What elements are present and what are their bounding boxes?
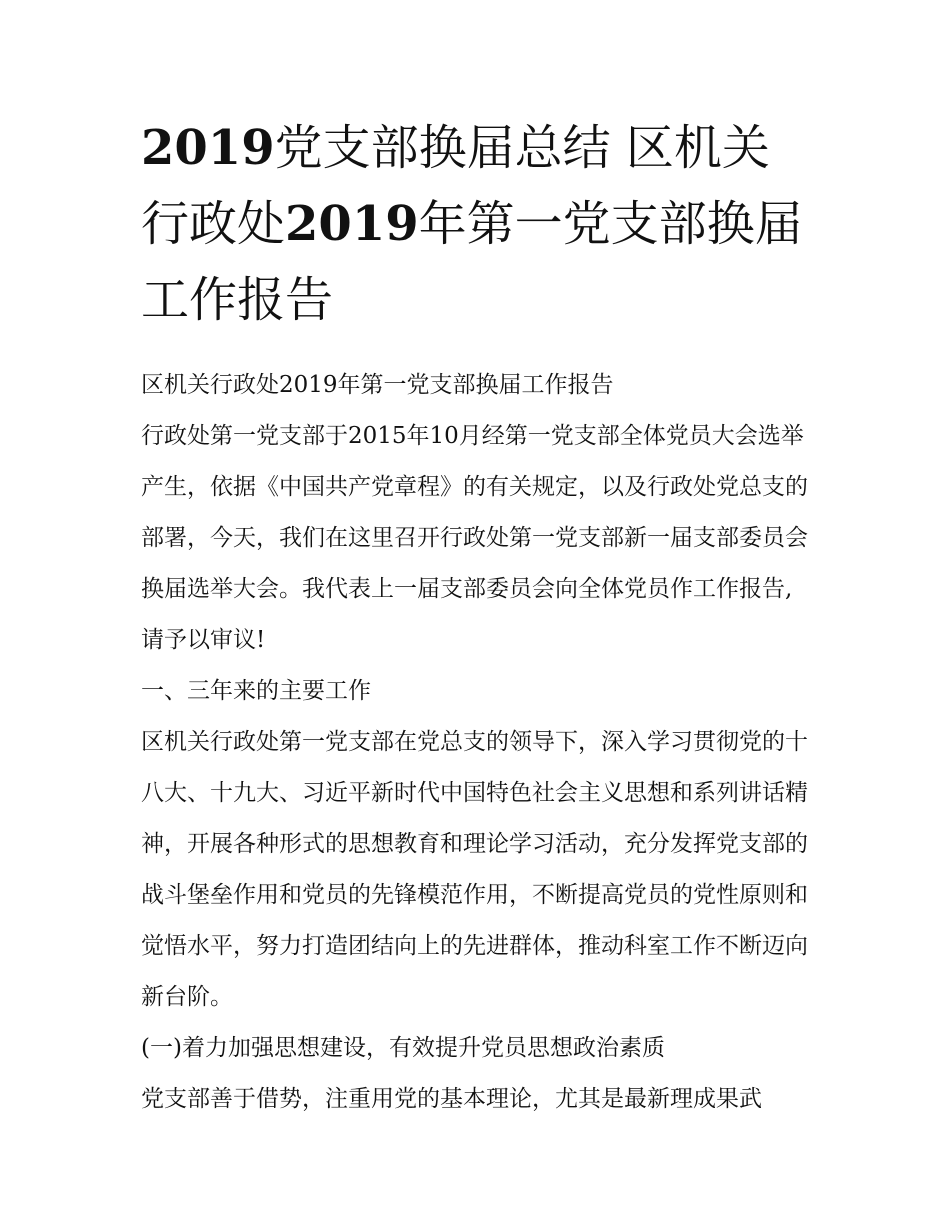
title-part: 年第一党支部换届工作报告 <box>141 196 803 328</box>
title-part: 党支部换届总结 区机关行政处 <box>141 120 770 252</box>
section-heading: 一、三年来的主要工作 <box>141 678 371 704</box>
subtitle-line: 区机关行政处2019年第一党支部换届工作报告 <box>141 372 614 398</box>
paragraph: 行政处第一党支部于2015年10月经第一党支部全体党员大会选举产生，依据《中国共产党章程》的有关规定，以及行政处党总支的部署，今天，我们在这里召开行政处第一党支部新一届支部委员会换届选举大会。我代表上一届支部委员会向全体党员作工作报告,请予以审议! <box>141 423 808 653</box>
subsection-heading: (一)着力加强思想建设，有效提升党员思想政治素质 <box>141 1035 665 1061</box>
title-part: 2019 <box>141 120 275 176</box>
paragraph: 党支部善于借势，注重用党的基本理论，尤其是最新理成果武 <box>141 1086 762 1112</box>
title-part: 2019 <box>285 196 419 252</box>
document-page <box>141 110 813 1125</box>
document-body <box>141 360 813 1125</box>
document-title <box>141 110 813 338</box>
paragraph: 区机关行政处第一党支部在党总支的领导下，深入学习贯彻党的十八大、十九大、习近平新时代中国特色社会主义思想和系列讲话精神，开展各种形式的思想教育和理论学习活动，充分发挥党支部的战斗堡垒作用和党员的先锋模范作用，不断提高党员的党性原则和觉悟水平，努力打造团结向上的先进群体，推动科室工作不断迈向新台阶。 <box>141 729 808 1010</box>
